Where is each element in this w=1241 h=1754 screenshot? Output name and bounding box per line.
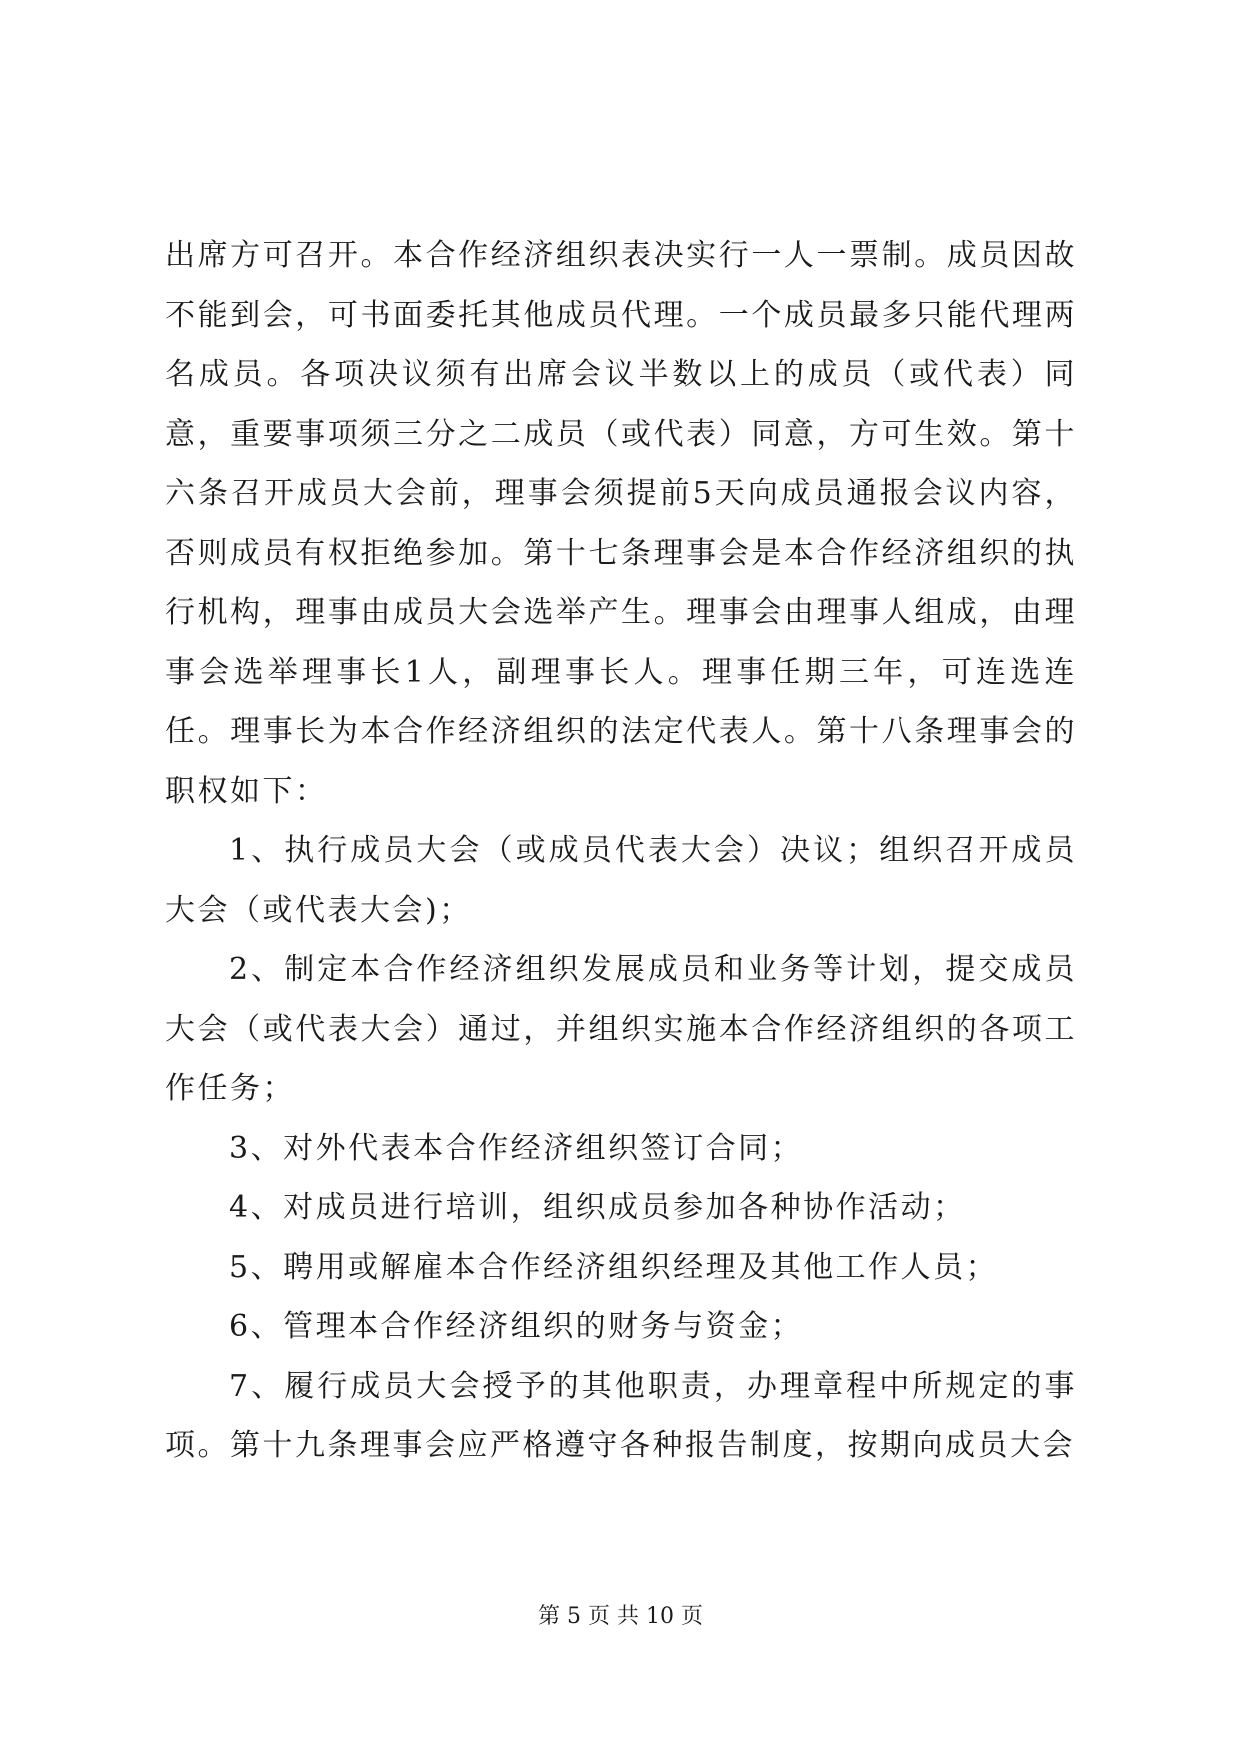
document-body — [165, 226, 1077, 1476]
list-item-7: 7、履行成员大会授予的其他职责，办理章程中所规定的事项。第十九条理事会应严格遵守各种报告制度，按期向成员大会 — [165, 1368, 1077, 1463]
list-item-5: 5、聘用或解雇本合作经济组织经理及其他工作人员； — [229, 1249, 999, 1285]
page-number-footer: 第 5 页 共 10 页 — [538, 1604, 703, 1629]
list-item-3: 3、对外代表本合作经济组织签订合同； — [229, 1130, 804, 1166]
list-item-4: 4、对成员进行培训，组织成员参加各种协作活动； — [229, 1190, 966, 1225]
list-item-6: 6、管理本合作经济组织的财务与资金； — [229, 1309, 804, 1344]
list-item-1: 1、执行成员大会（或成员代表大会）决议；组织召开成员大会（或代表大会)； — [165, 833, 1077, 928]
paragraph-continuation: 出席方可召开。本合作经济组织表决实行一人一票制。成员因故不能到会，可书面委托其他成员代理。一个成员最多只能代理两名成员。各项决议须有出席会议半数以上的成员（或代表）同意，重要事项须三分之二成员（或代表）同意，方可生效。第十六条召开成员大会前，理事会须提前5天向成员通报会议内容，否则成员有权拒绝参加。第十七条理事会是本合作经济组织的执行机构，理事由成员大会选举产生。理事会由理事人组成，由理事会选举理事长1人，副理事长人。理事任期三年，可连选连任。理事长为本合作经济组织的法定代表人。第十八条理事会的职权如下： — [165, 238, 1077, 809]
list-item-2: 2、制定本合作经济组织发展成员和业务等计划，提交成员大会（或代表大会）通过，并组织实施本合作经济组织的各项工作任务； — [165, 952, 1077, 1106]
